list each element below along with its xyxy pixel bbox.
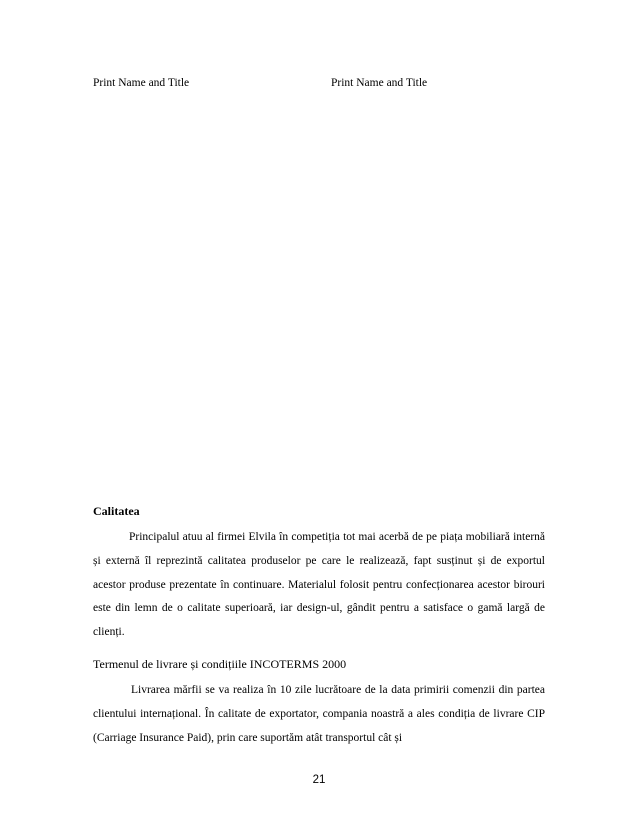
delivery-paragraph: Livrarea mărfii se va realiza în 10 zile lucrătoare de la data primirii comenzii din partea clientului internațional. În calitate de exportator, compania noastră a ales condiția de livrare CIP (Carriage Insurance Paid), prin care suportăm atât transportul cât și xyxy=(93,684,545,744)
quality-heading: Calitatea xyxy=(93,504,140,518)
print-name-title-right: Print Name and Title xyxy=(331,77,428,89)
delivery-terms-heading: Termenul de livrare și condițiile INCOTERMS 2000 xyxy=(93,657,347,671)
print-name-title-left: Print Name and Title xyxy=(93,77,190,89)
page-number: 21 xyxy=(312,774,326,786)
quality-paragraph: Principalul atuu al firmei Elvila în competiția tot mai acerbă de pe piața mobiliară internă și externă îl reprezintă calitatea produselor pe care le realizează, fapt susținut și de exportul acestor produse prezentate în continuare. Materialul folosit pentru confecționarea acestor birouri este din lemn de o calitate superioară, iar design-ul, gândit pentru a satisface o gamă largă de clienți. xyxy=(93,531,545,639)
